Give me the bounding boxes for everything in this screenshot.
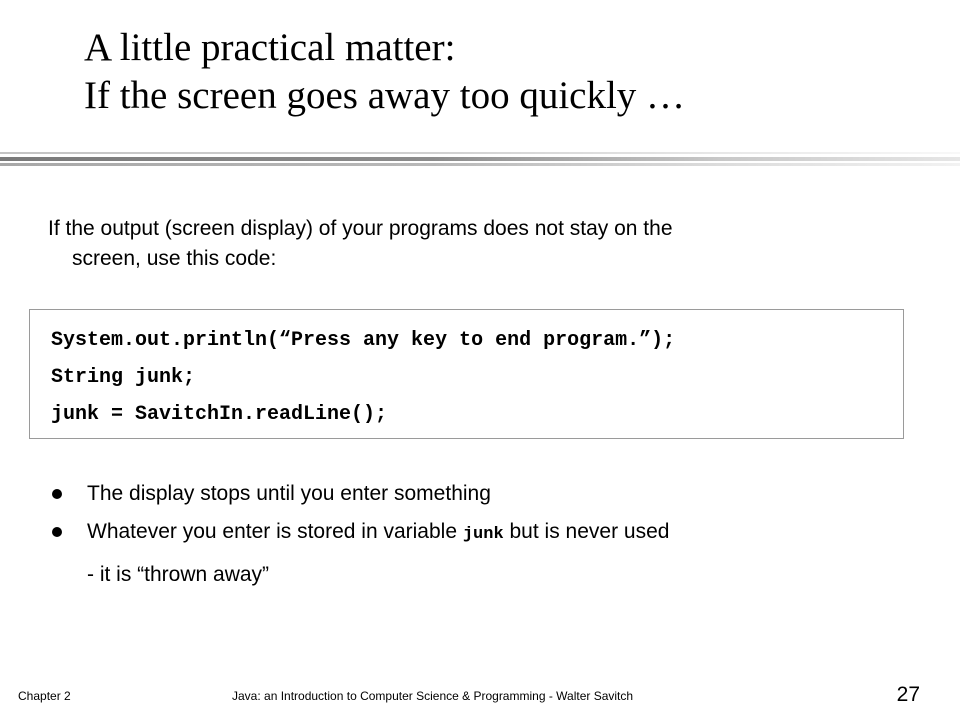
title-divider xyxy=(0,151,960,169)
code-line-3: junk = SavitchIn.readLine(); xyxy=(51,403,388,426)
title-line-2: If the screen goes away too quickly … xyxy=(84,74,686,117)
bullet-inline-code: junk xyxy=(462,525,504,544)
bullet-text-before: Whatever you enter is stored in variable xyxy=(87,520,463,543)
intro-line-1: If the output (screen display) of your programs does not stay on the xyxy=(48,217,673,240)
page-number: 27 xyxy=(896,683,920,706)
divider-stripe-top xyxy=(0,152,960,154)
bullet-continuation: - it is “thrown away” xyxy=(87,563,270,586)
list-item xyxy=(48,479,928,509)
bullet-text: The display stops until you enter something xyxy=(87,482,491,505)
bullet-dot-icon xyxy=(52,527,62,537)
code-line-2: String junk; xyxy=(51,366,196,389)
code-block xyxy=(29,309,904,439)
intro-line-2: screen, use this code: xyxy=(72,247,277,270)
title-line-1: A little practical matter: xyxy=(84,26,456,69)
bullet-dot-icon xyxy=(52,489,62,499)
bullet-text-after: but is never used xyxy=(503,520,670,543)
slide-title xyxy=(84,24,944,120)
divider-stripe-main xyxy=(0,157,960,161)
intro-paragraph xyxy=(48,214,908,274)
footer-chapter: Chapter 2 xyxy=(18,689,71,703)
list-item xyxy=(48,517,928,590)
bullet-list xyxy=(48,479,928,590)
code-line-1: System.out.println(“Press any key to end program.”); xyxy=(51,329,676,352)
divider-stripe-bottom xyxy=(0,163,960,166)
footer-book: Java: an Introduction to Computer Science & Programming - Walter Savitch xyxy=(232,689,634,703)
